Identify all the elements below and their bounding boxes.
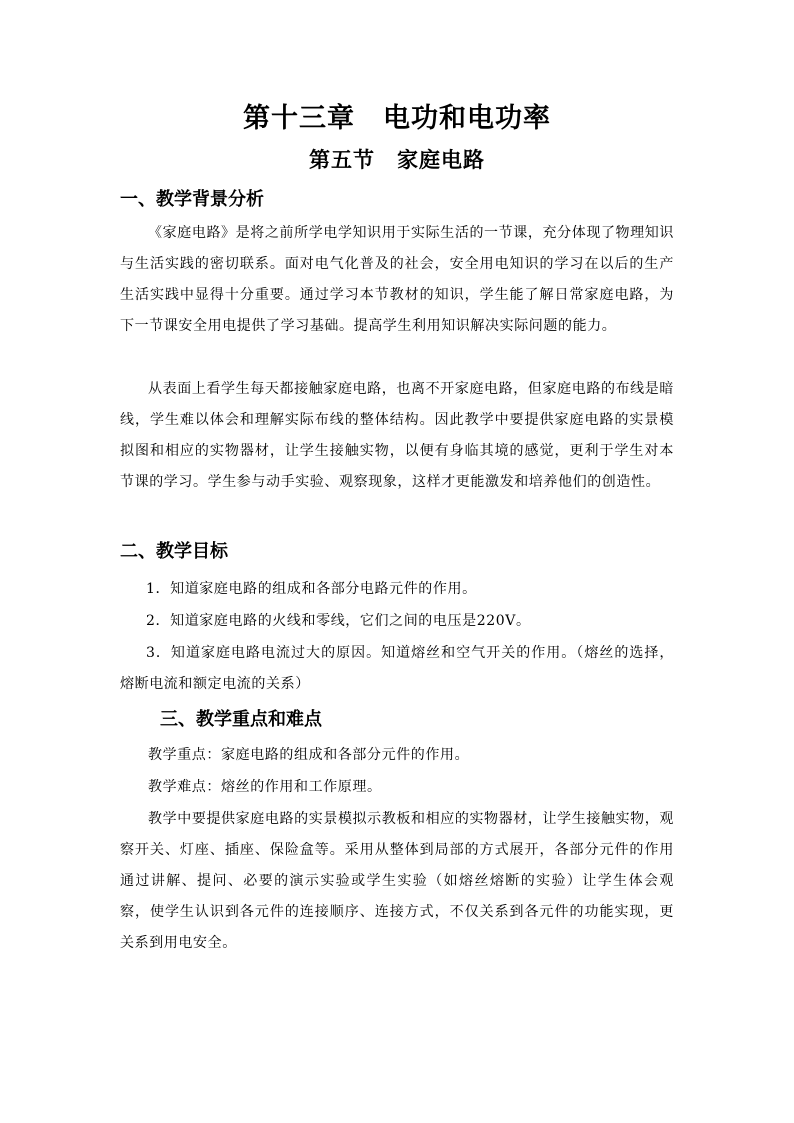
heading-background-analysis: 一、教学背景分析 (120, 189, 264, 210)
objective-item-2: 2．知道家庭电路的火线和零线，它们之间的电压是220V。 (146, 613, 531, 629)
paragraph-background-2: 从表面上看学生每天都接触家庭电路，也离不开家庭电路，但家庭电路的布线是暗线，学生难以体会和理解实际布线的整体结构。因此教学中要提供家庭电路的实景模拟图和相应的实物器材，让学生接触实物，以便有身临其境的感觉，更利于学生对本节课的学习。学生参与动手实验、观察现象，这样才更能激发和培养他们的创造性。 (120, 381, 674, 490)
objective-item-1: 1．知道家庭电路的组成和各部分电路元件的作用。 (146, 581, 477, 597)
heading-key-and-difficult-points: 三、教学重点和难点 (160, 709, 322, 730)
difficult-point-text: 教学难点：熔丝的作用和工作原理。 (148, 779, 382, 795)
section-title: 第五节 家庭电路 (309, 148, 485, 172)
heading-teaching-objectives: 二、教学目标 (120, 541, 228, 562)
chapter-title: 第十三章 电功和电功率 (243, 103, 551, 134)
key-point-text: 教学重点：家庭电路的组成和各部分元件的作用。 (148, 747, 470, 763)
objective-item-3: 3．知道家庭电路电流过大的原因。知道熔丝和空气开关的作用。（熔丝的选择，熔断电流和额定电流的关系） (120, 645, 674, 692)
paragraph-teaching-approach: 教学中要提供家庭电路的实景模拟示教板和相应的实物器材，让学生接触实物，观察开关、灯座、插座、保险盒等。采用从整体到局部的方式展开，各部分元件的作用通过讲解、提问、必要的演示实验或学生实验（如熔丝熔断的实验）让学生体会观察，使学生认识到各元件的连接顺序、连接方式，不仅关系到各元件的功能实现，更关系到用电安全。 (120, 811, 674, 951)
paragraph-background-1: 《家庭电路》是将之前所学电学知识用于实际生活的一节课，充分体现了物理知识与生活实践的密切联系。面对电气化普及的社会，安全用电知识的学习在以后的生产生活实践中显得十分重要。通过学习本节教材的知识，学生能了解日常家庭电路，为下一节课安全用电提供了学习基础。提高学生利用知识解决实际问题的能力。 (120, 225, 674, 334)
